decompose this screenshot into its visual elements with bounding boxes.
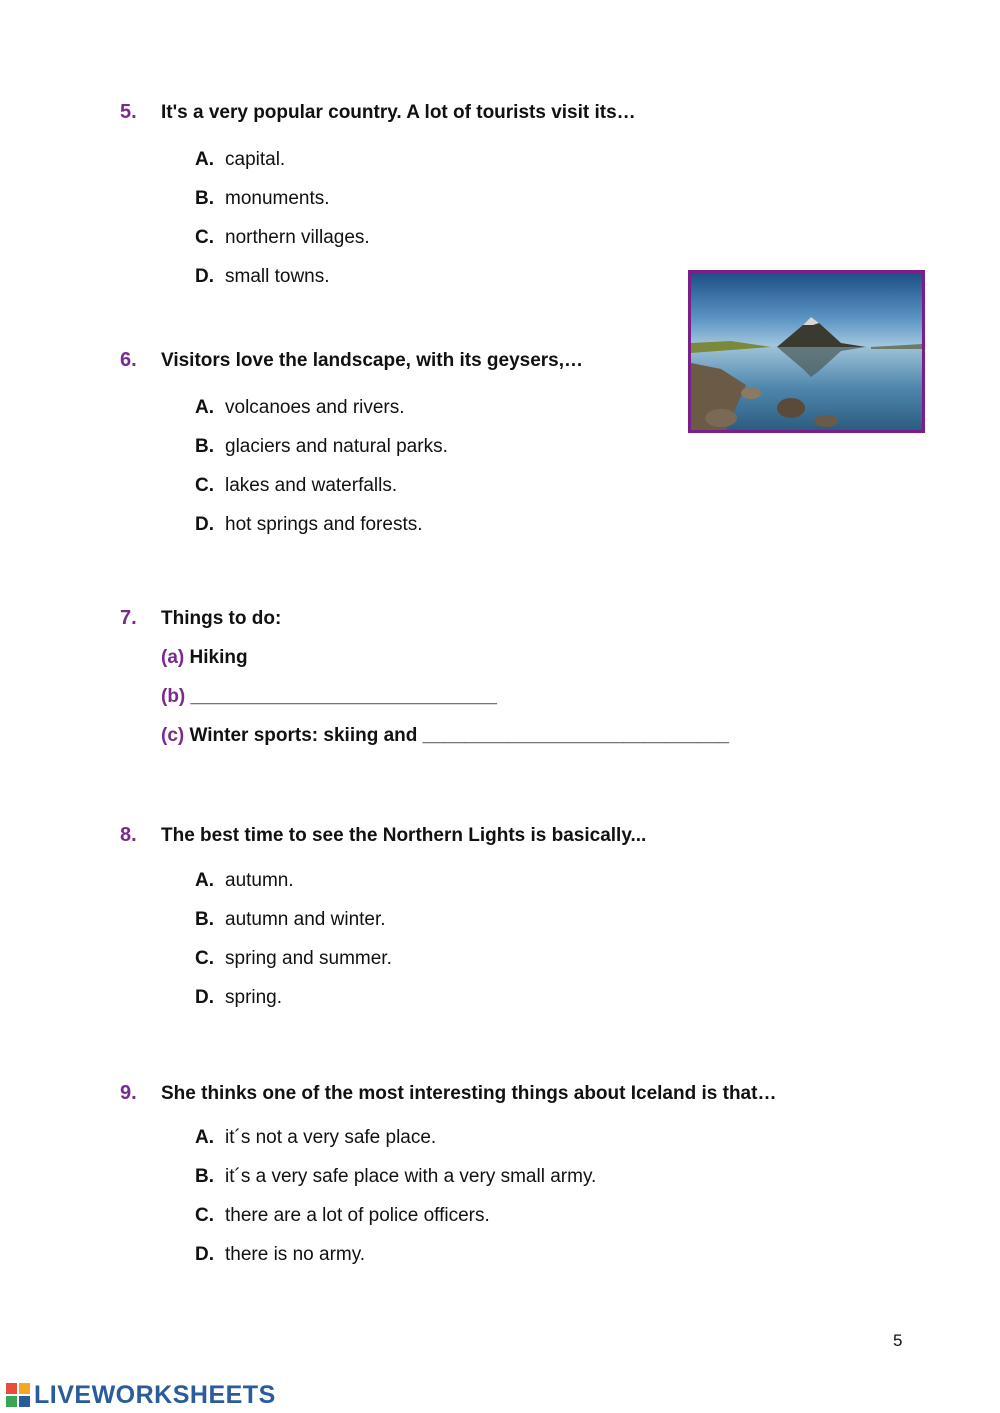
question-number: 7. xyxy=(120,607,137,629)
question-text: Visitors love the landscape, with its geysers,… xyxy=(161,350,584,371)
option-6c[interactable]: C. lakes and waterfalls. xyxy=(195,475,398,496)
option-8c[interactable]: C. spring and summer. xyxy=(195,948,392,969)
landscape-photo xyxy=(688,270,925,433)
option-9b[interactable]: B. it´s a very safe place with a very small army. xyxy=(195,1166,597,1187)
question-number: 9. xyxy=(120,1082,137,1104)
item-7a: (a) Hiking xyxy=(161,647,248,668)
mountain-lake-image xyxy=(691,273,922,430)
question-text: She thinks one of the most interesting things about Iceland is that… xyxy=(161,1083,777,1104)
option-6d[interactable]: D. hot springs and forests. xyxy=(195,514,423,535)
page-number: 5 xyxy=(893,1331,903,1350)
option-8b[interactable]: B. autumn and winter. xyxy=(195,909,386,930)
question-text: Things to do: xyxy=(161,608,282,629)
option-8d[interactable]: D. spring. xyxy=(195,987,283,1008)
option-6b[interactable]: B. glaciers and natural parks. xyxy=(195,436,448,457)
liveworksheets-logo[interactable] xyxy=(6,1380,276,1410)
option-9a[interactable]: A. it´s not a very safe place. xyxy=(195,1127,437,1148)
question-number: 6. xyxy=(120,349,137,371)
question-text: It's a very popular country. A lot of tourists visit its… xyxy=(161,102,636,123)
option-5b[interactable]: B. monuments. xyxy=(195,188,330,209)
option-6a[interactable]: A. volcanoes and rivers. xyxy=(195,397,405,418)
option-5d[interactable]: D. small towns. xyxy=(195,266,330,287)
question-8-heading xyxy=(120,824,646,847)
question-7-heading xyxy=(120,607,281,630)
question-text: The best time to see the Northern Lights is basically... xyxy=(161,825,647,846)
item-7b[interactable]: (b) _____________________________ xyxy=(161,686,497,707)
brand-name: LIVEWORKSHEETS xyxy=(34,1380,276,1409)
item-7c[interactable]: (c) Winter sports: skiing and _____________________________ xyxy=(161,725,730,746)
option-8a[interactable]: A. autumn. xyxy=(195,870,294,891)
question-number: 8. xyxy=(120,824,137,846)
question-6-heading xyxy=(120,349,583,372)
option-9c[interactable]: C. there are a lot of police officers. xyxy=(195,1205,490,1226)
answer-blank[interactable]: Winter sports: skiing and _____________________________ xyxy=(189,725,730,746)
answer-blank[interactable]: _____________________________ xyxy=(190,686,497,707)
question-number: 5. xyxy=(120,101,137,123)
question-5-heading xyxy=(120,101,636,124)
liveworksheets-icon xyxy=(6,1383,30,1407)
option-5a[interactable]: A. capital. xyxy=(195,149,286,170)
question-9-heading xyxy=(120,1082,776,1105)
option-9d[interactable]: D. there is no army. xyxy=(195,1244,366,1265)
option-5c[interactable]: C. northern villages. xyxy=(195,227,370,248)
